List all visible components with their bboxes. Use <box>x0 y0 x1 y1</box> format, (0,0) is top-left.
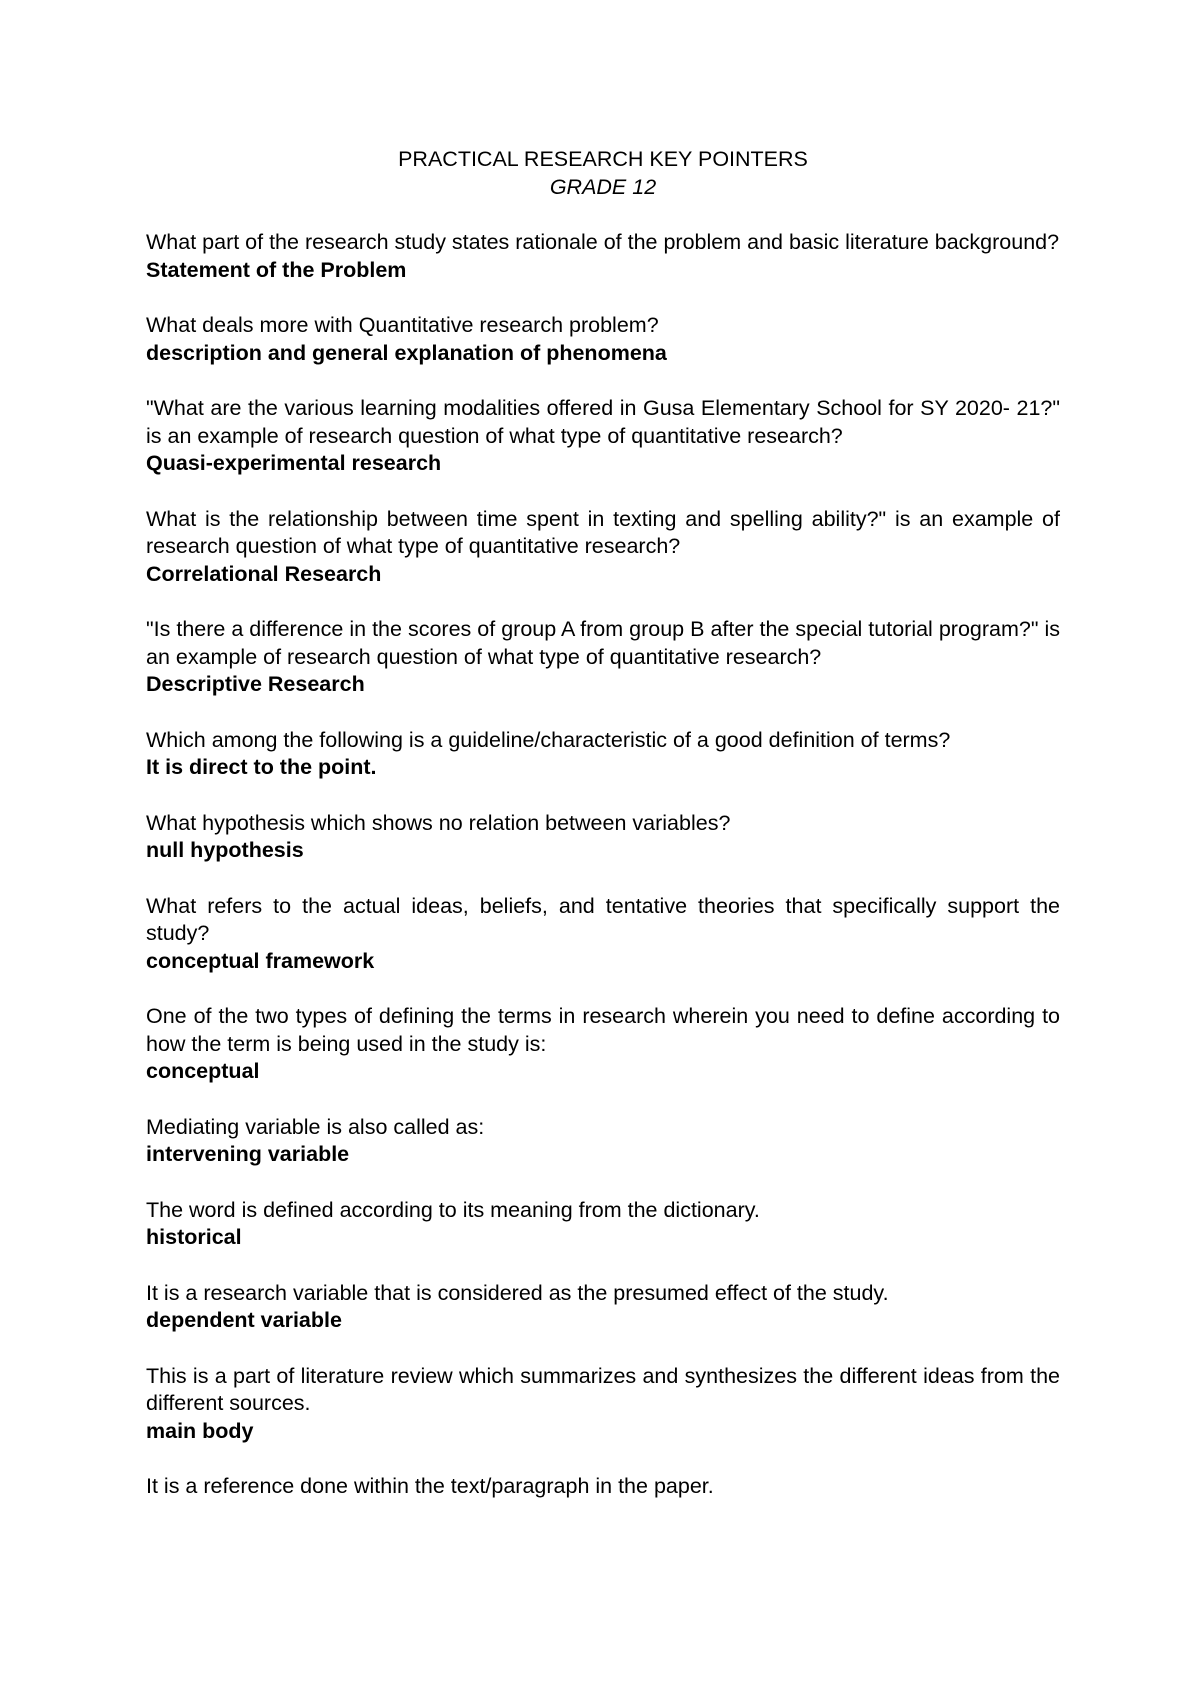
qa-item-1 <box>146 229 1060 284</box>
answer-text: conceptual <box>146 1059 260 1083</box>
question-text: Which among the following is a guideline/characteristic of a good definition of terms? <box>146 727 951 752</box>
question-text: It is a research variable that is considered as the presumed effect of the study. <box>146 1280 889 1305</box>
question-text: What deals more with Quantitative research problem? <box>146 313 659 337</box>
answer-text: Quasi-experimental research <box>146 451 442 475</box>
document-content <box>146 146 1060 1529</box>
answer-text: description and general explanation of phenomena <box>146 340 667 365</box>
qa-item-7 <box>146 810 1060 865</box>
question-text: What is the relationship between time spent in texting and spelling ability?" is an example of research question of what type of quantitative research? <box>146 506 1060 558</box>
qa-item-3 <box>146 395 1060 478</box>
qa-item-10 <box>146 1114 1060 1169</box>
question-text: "Is there a difference in the scores of group A from group B after the special tutorial program?" is an example of research question of what type of quantitative research? <box>146 617 1060 669</box>
answer-text: Correlational Research <box>146 561 382 586</box>
question-text: What refers to the actual ideas, beliefs, and tentative theories that specifically support the study? <box>146 893 1060 945</box>
answer-text: Descriptive Research <box>146 672 365 696</box>
question-text: What hypothesis which shows no relation between variables? <box>146 810 731 835</box>
qa-item-14 <box>146 1473 1060 1501</box>
answer-text: historical <box>146 1225 242 1249</box>
answer-text: It is direct to the point. <box>146 755 377 779</box>
question-text: It is a reference done within the text/paragraph in the paper. <box>146 1474 714 1498</box>
qa-item-6 <box>146 727 1060 782</box>
document-title: PRACTICAL RESEARCH KEY POINTERS <box>398 147 808 171</box>
question-text: Mediating variable is also called as: <box>146 1114 485 1139</box>
answer-text: null hypothesis <box>146 838 304 862</box>
question-text: This is a part of literature review which summarizes and synthesizes the different ideas from the different sources. <box>146 1363 1060 1415</box>
qa-item-9 <box>146 1003 1060 1086</box>
document-subtitle: GRADE 12 <box>549 174 657 199</box>
qa-item-11 <box>146 1197 1060 1252</box>
answer-text: Statement of the Problem <box>146 257 407 282</box>
qa-item-13 <box>146 1363 1060 1446</box>
answer-text: intervening variable <box>146 1142 350 1166</box>
qa-item-5 <box>146 616 1060 699</box>
question-text: "What are the various learning modalities offered in Gusa Elementary School for SY 2020- 21?" is an example of research question of what type of quantitative research? <box>146 396 1060 448</box>
qa-item-4 <box>146 506 1060 589</box>
question-text: The word is defined according to its meaning from the dictionary. <box>146 1197 760 1222</box>
question-text: What part of the research study states rationale of the problem and basic literature background? <box>146 230 1060 254</box>
qa-item-12 <box>146 1280 1060 1335</box>
answer-text: dependent variable <box>146 1308 342 1332</box>
answer-text: main body <box>146 1418 254 1443</box>
qa-item-8 <box>146 893 1060 976</box>
question-text: One of the two types of defining the terms in research wherein you need to define according to how the term is being used in the study is: <box>146 1004 1060 1056</box>
qa-item-2 <box>146 312 1060 367</box>
answer-text: conceptual framework <box>146 948 375 973</box>
